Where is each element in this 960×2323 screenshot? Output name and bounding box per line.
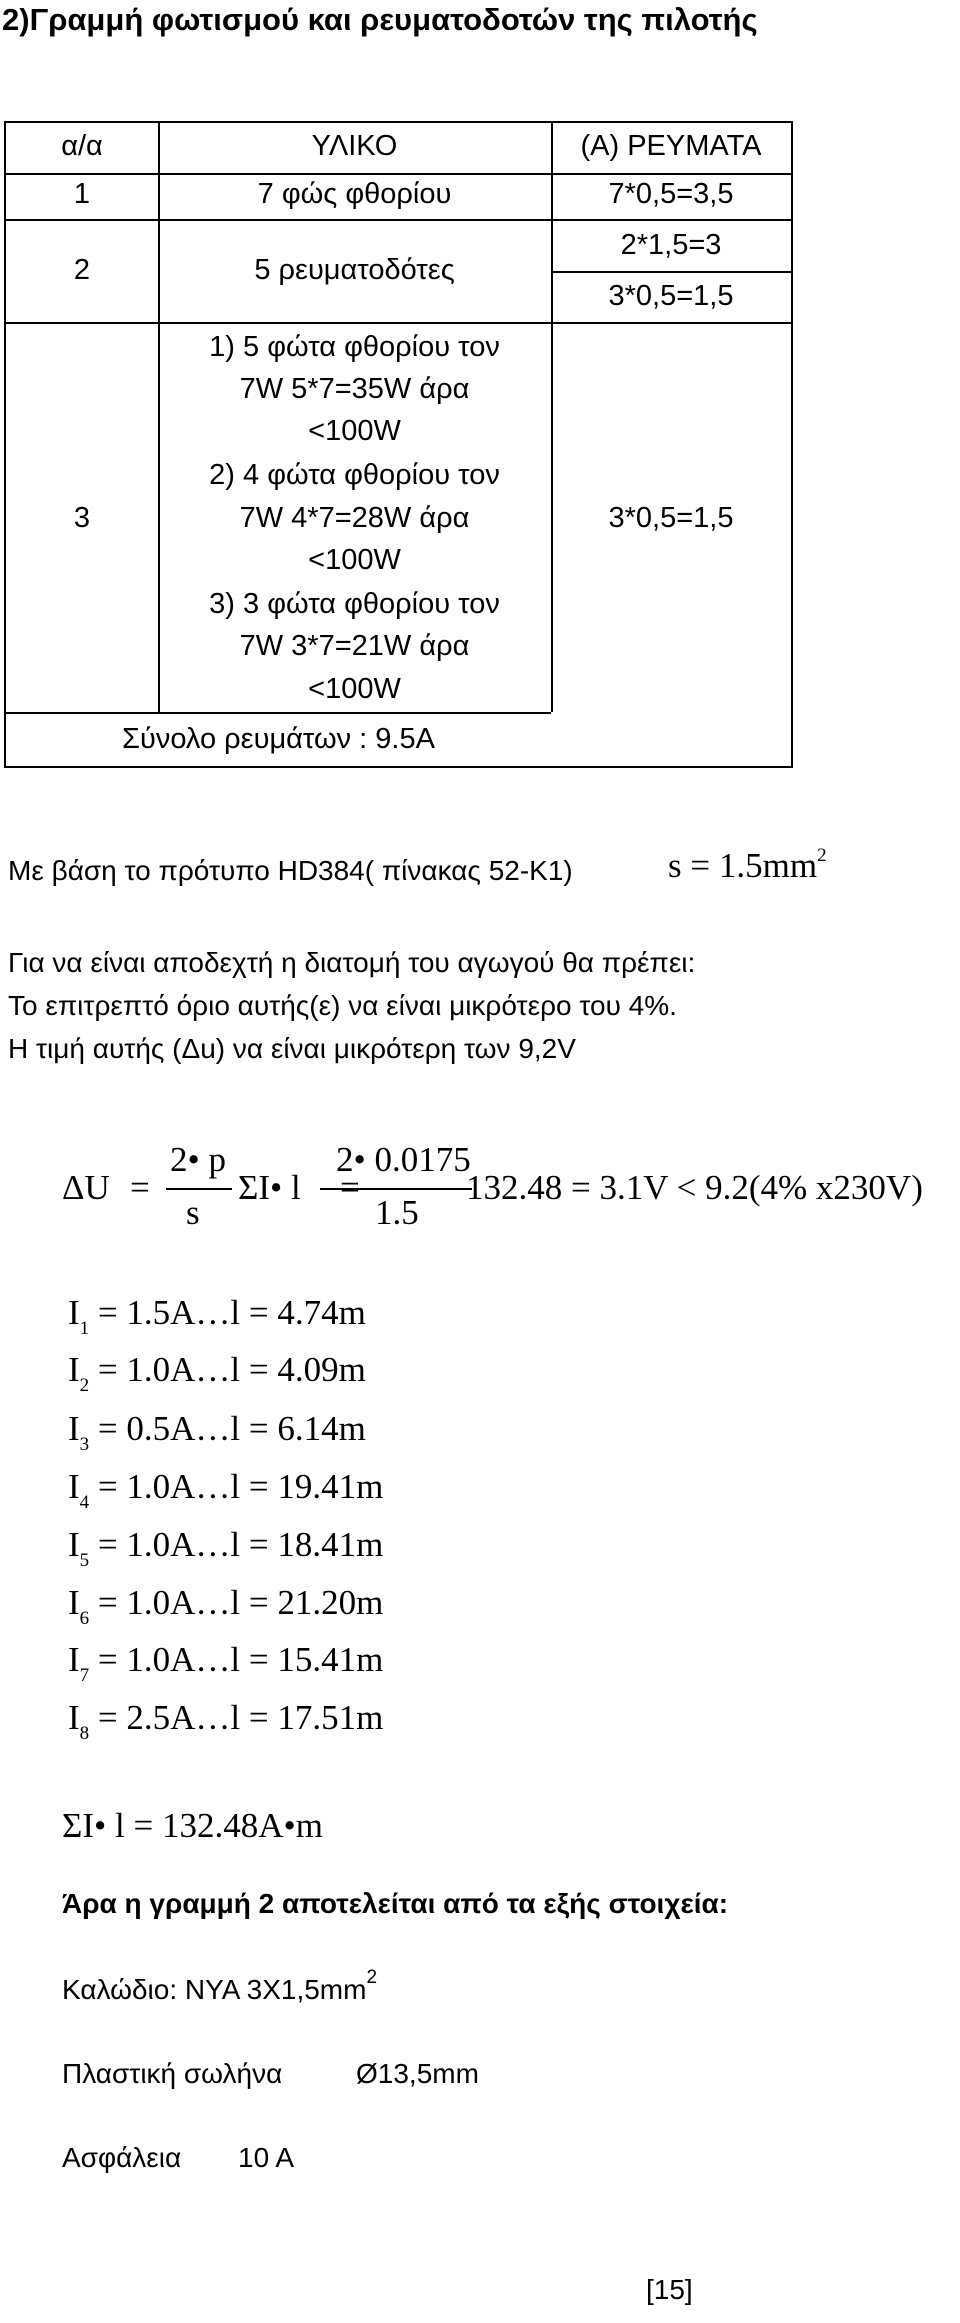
- formula-lhs: ΔU: [62, 1168, 110, 1207]
- row2-item: 5 ρευματοδότες: [254, 254, 455, 286]
- total-current: Σύνολο ρευμάτων : 9.5Α: [122, 723, 435, 755]
- current-line: $I_8$ = 2.5A…l = 17.51m: [68, 1698, 384, 1744]
- condition-line: Για να είναι αποδεχτή η διατομή του αγωγού θα πρέπει:: [8, 947, 696, 978]
- fraction-denominator: s: [186, 1193, 200, 1232]
- current-line: $I_1$ = 1.5A…l = 4.74m: [68, 1293, 366, 1339]
- formula-result: 132.48 = 3.1V < 9.2(4% x230V): [466, 1168, 923, 1207]
- row3-item-line: 7W 5*7=35W άρα: [239, 373, 470, 405]
- row3-item-line: 7W 3*7=21W άρα: [239, 630, 470, 662]
- fuse-value: 10 A: [238, 2142, 295, 2173]
- section-heading: 2)Γραμμή φωτισμού και ρευματοδοτών της πιλοτής: [2, 2, 758, 37]
- conduit-label: Πλαστική σωλήνα: [62, 2058, 283, 2089]
- table-rule: [6, 219, 791, 221]
- row3-item-line: 1) 5 φώτα φθορίου τον: [209, 331, 500, 363]
- fraction-denominator: 1.5: [375, 1193, 419, 1232]
- header-current: (Α) ΡΕΥΜΑΤΑ: [580, 130, 762, 162]
- header-item: ΥΛΙΚΟ: [311, 130, 398, 162]
- sum-line: ΣI• l = 132.48A•m: [62, 1806, 323, 1845]
- condition-line: Η τιμή αυτής (Δu) να είναι μικρότερη των 9,2V: [8, 1033, 576, 1064]
- row3-item-line: <100W: [308, 673, 401, 705]
- row3-item-line: <100W: [308, 415, 401, 447]
- table-rule: [551, 271, 791, 273]
- current-line: $I_4$ = 1.0A…l = 19.41m: [68, 1467, 384, 1513]
- table-rule: [6, 322, 791, 324]
- fraction-numerator: 2• p: [170, 1140, 227, 1179]
- row2-current-a: 2*1,5=3: [620, 229, 722, 261]
- condition-line: Το επιτρεπτό όριο αυτής(ε) να είναι μικρότερο του 4%.: [8, 990, 677, 1021]
- cable-spec: Καλώδιο: NYA $3X1,5mm^2$: [62, 1967, 378, 2005]
- row1-current: 7*0,5=3,5: [608, 178, 734, 210]
- row3-current: 3*0,5=1,5: [608, 502, 734, 534]
- cross-section-value: s = 1.5mm: [668, 846, 818, 885]
- fraction-numerator: 2• 0.0175: [336, 1140, 471, 1179]
- formula-equals: =: [340, 1168, 360, 1207]
- row1-num: 1: [73, 178, 91, 210]
- row3-item-line: 3) 3 φώτα φθορίου τον: [209, 588, 500, 620]
- cable-exponent: 2: [366, 1967, 378, 1988]
- formula-sum: ΣI• l: [238, 1168, 301, 1207]
- current-line: $I_2$ = 1.0A…l = 4.09m: [68, 1350, 366, 1396]
- materials-table: [4, 121, 793, 768]
- conduit-value: Ø13,5mm: [356, 2058, 479, 2089]
- current-line: $I_6$ = 1.0A…l = 21.20m: [68, 1583, 384, 1629]
- fraction-bar: [320, 1188, 472, 1190]
- row3-item-line: <100W: [308, 544, 401, 576]
- header-num: α/α: [61, 130, 103, 162]
- row2-current-b: 3*0,5=1,5: [608, 280, 734, 312]
- standard-reference: Με βάση το πρότυπο HD384( πίνακας 52-Κ1): [8, 855, 573, 886]
- cross-section-formula: [668, 846, 827, 886]
- row3-item-line: 2) 4 φώτα φθορίου τον: [209, 459, 500, 491]
- fuse-label: Ασφάλεια: [62, 2142, 182, 2173]
- current-line: $I_5$ = 1.0A…l = 18.41m: [68, 1525, 384, 1571]
- row3-item-line: 7W 4*7=28W άρα: [239, 502, 470, 534]
- formula-equals: =: [130, 1168, 150, 1207]
- page-number: [15]: [646, 2274, 693, 2305]
- current-line: $I_3$ = 0.5A…l = 6.14m: [68, 1409, 366, 1455]
- cross-section-exponent: 2: [817, 845, 827, 866]
- row2-num: 2: [73, 254, 91, 286]
- table-rule: [6, 712, 551, 714]
- conclusion-title: Άρα η γραμμή 2 αποτελείται από τα εξής στοιχεία:: [62, 1888, 729, 1919]
- row3-num: 3: [73, 502, 91, 534]
- fraction-bar: [166, 1188, 232, 1190]
- row1-item: 7 φώς φθορίου: [257, 178, 452, 210]
- current-line: $I_7$ = 1.0A…l = 15.41m: [68, 1640, 384, 1686]
